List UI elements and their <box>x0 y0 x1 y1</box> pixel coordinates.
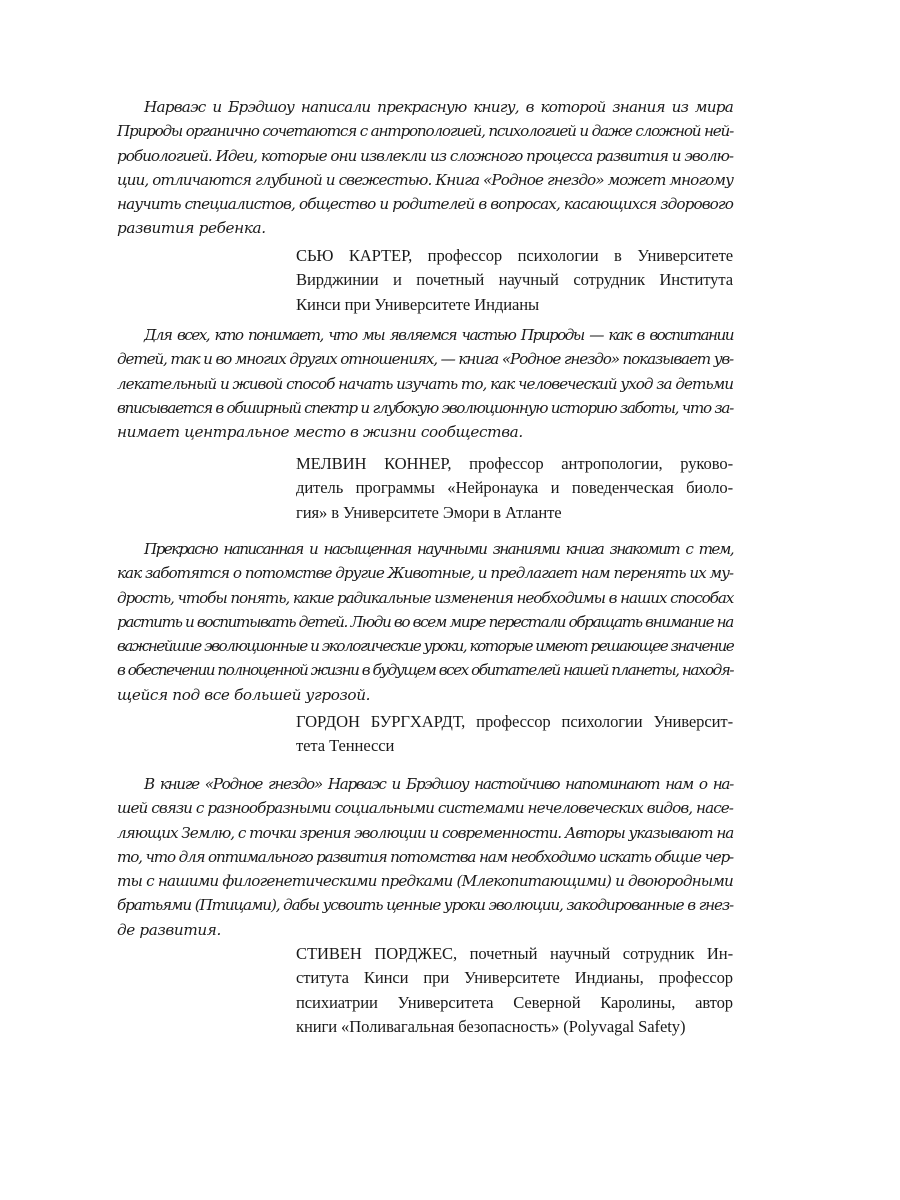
quote-line: растить и воспитывать детей. Люди во всем мире перестали обращать внимание на <box>117 612 733 631</box>
quote-line: робиологией. Идеи, которые они извлекли из сложного процесса развития и эволю- <box>117 146 733 165</box>
quote-line: развития ребенка. <box>117 219 266 238</box>
attribution-line: Вирджинии и почетный научный сотрудник Института <box>296 270 733 290</box>
testimonial-quote <box>117 95 733 241</box>
testimonial-attribution <box>296 942 733 1039</box>
quote-line: научить специалистов, общество и родителей в вопросах, касающихся здорового <box>117 195 733 214</box>
attribution-line: тета Теннесси <box>296 736 395 756</box>
attribution-line: ститута Кинси при Университете Индианы, профессор <box>296 968 733 988</box>
quote-line: детей, так и во многих других отношениях, — книга «Родное гнездо» показывает ув- <box>117 350 734 369</box>
quote-line: Для всех, кто понимает, что мы являемся частью Природы — как в воспитании <box>144 326 733 344</box>
quote-line: дрость, чтобы понять, какие радикальные изменения необходимы в наших способах <box>117 588 734 607</box>
quote-line: лекательный и живой способ начать изучать то, как человеческий уход за детьми <box>117 374 733 393</box>
quote-line: важнейшие эволюционные и экологические уроки, которые имеют решающее значение <box>117 637 734 656</box>
quote-line: то, что для оптимального развития потомства нам необходимо искать общие чер- <box>117 847 733 866</box>
attribution-line: психиатрии Университета Северной Каролины, автор <box>296 992 733 1012</box>
testimonial-quote <box>117 323 733 444</box>
attribution-line: ГОРДОН БУРГХАРДТ, профессор психологии Университ- <box>296 712 733 731</box>
attribution-line: дитель программы «Нейронаука и поведенческая биоло- <box>296 478 733 498</box>
quote-line: в обеспечении полноценной жизни в будущем всех обитателей нашей планеты, находя- <box>117 661 733 680</box>
attribution-line: СЬЮ КАРТЕР, профессор психологии в Университете <box>296 246 733 265</box>
quote-line: Прекрасно написанная и насыщенная научными знаниями книга знакомит с тем, <box>144 540 733 558</box>
testimonial-attribution <box>296 452 733 525</box>
quote-line: нимает центральное место в жизни сообщества. <box>117 423 523 442</box>
attribution-line: СТИВЕН ПОРДЖЕС, почетный научный сотрудник Ин- <box>296 944 733 963</box>
quote-line: ции, отличаются глубиной и свежестью. Книга «Родное гнездо» может многому <box>117 170 733 189</box>
testimonial-attribution <box>296 710 733 759</box>
quote-line: де развития. <box>117 920 221 939</box>
testimonial-quote <box>117 772 733 942</box>
quote-line: братьями (Птицами), дабы усвоить ценные уроки эволюции, закодированные в гнез- <box>117 896 733 915</box>
quote-line: ты с нашими филогенетическими предками (Млекопитающими) и двоюродными <box>117 872 733 891</box>
quote-line: вписывается в обширный спектр и глубокую эволюционную историю заботы, что за- <box>117 398 733 417</box>
quote-line: шей связи с разнообразными социальными системами нечеловеческих видов, насе- <box>117 799 733 818</box>
testimonial-quote <box>117 537 733 707</box>
attribution-line: МЕЛВИН КОННЕР, профессор антропологии, руково- <box>296 454 733 473</box>
quote-line: В книге «Родное гнездо» Нарваэс и Брэдшоу настойчиво напоминают нам о на- <box>144 775 733 793</box>
quote-line: Природы органично сочетаются с антропологией, психологией и даже сложной ней- <box>117 122 733 141</box>
quote-line: как заботятся о потомстве другие Животные, и предлагает нам перенять их му- <box>117 564 733 583</box>
attribution-line: гия» в Университете Эмори в Атланте <box>296 502 562 522</box>
testimonial-attribution <box>296 244 733 317</box>
quote-line: Нарваэс и Брэдшоу написали прекрасную книгу, в которой знания из мира <box>144 98 733 116</box>
quote-line: щейся под все большей угрозой. <box>117 685 371 704</box>
quote-line: ляющих Землю, с точки зрения эволюции и современности. Авторы указывают на <box>117 823 734 842</box>
attribution-line: книги «Поливагальная безопасность» (Polyvagal Safety) <box>296 1016 686 1036</box>
attribution-line: Кинси при Университете Индианы <box>296 294 540 314</box>
